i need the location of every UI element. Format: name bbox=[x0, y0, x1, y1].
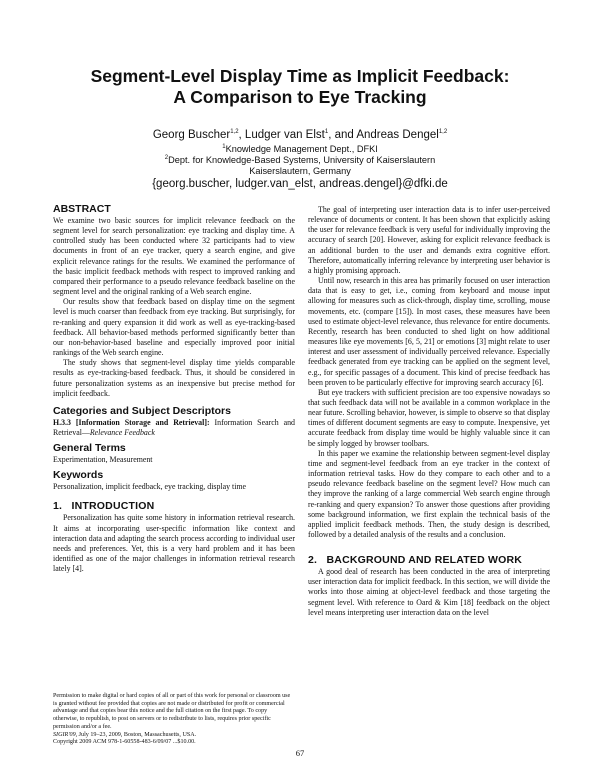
abstract-paragraph: We examine two basic sources for implicit relevance feedback on the segment level for search personalization: eye tracking and display time. A controlled study has been conducted where 32 participants had to view documents in front of an eye tracker, query a search engine, and give explicit relevance ratings for the results. We examined the performance of the basic implicit feedback methods with respect to improved ranking and compared their performance to a pseudo relevance feedback baseline on the segment level and the original ranking of a Web search engine. bbox=[53, 216, 295, 297]
body-paragraph: In this paper we examine the relationship between segment-level display time and segment-level feedback from an eye tracker in the context of information retrieval tasks. How do they compare to each other and to a pseudo relevance feedback baseline on the segment level? How much can they improve the ranking of a large commercial Web search engine through re-ranking and query expansion? To answer those questions after providing some background information, we first explain the technical basis of the applied implicit feedback methods. Then, the study design is described, followed by a detailed analysis of the results and a conclusion. bbox=[308, 448, 550, 539]
general-terms-text: Experimentation, Measurement bbox=[53, 455, 153, 465]
permission-block bbox=[53, 693, 293, 747]
author-emails: {georg.buscher, ludger.van_elst, andreas.dengel}@dfki.de bbox=[152, 178, 448, 190]
affil-marker: 2 bbox=[164, 154, 169, 161]
affil-text: Knowledge Management Dept., DFKI bbox=[225, 144, 378, 154]
copyright-line: Copyright 2009 ACM 978-1-60558-483-6/09/07 ...$10.00. bbox=[53, 739, 196, 746]
permission-text: Permission to make digital or hard copies of all or part of this work for personal or classroom use is granted without fee provided that copies are not made or distributed for profit or commercial advantage and that copies bear this notice and the full citation on the first page. To copy otherwise, to republish, to post on servers or to redistribute to lists, requires prior specific permission and/or a fee. bbox=[53, 693, 291, 730]
page-number: 67 bbox=[295, 748, 305, 758]
venue-rest: July 19–23, 2009, Boston, Massachusetts, USA. bbox=[77, 731, 197, 738]
paper-title bbox=[40, 66, 560, 108]
body-paragraph: A good deal of research has been conducted in the area of interpreting user interaction data for implicit feedback. In this section, we will divide the works into those aiming at object-level feedback and those targeting the segment level. With reference to Oard & Kim [18] feedback on the object level means interpreting user interaction data on the level bbox=[308, 567, 550, 617]
affil-text: Dept. for Knowledge-Based Systems, University of Kaiserslautern bbox=[168, 155, 436, 165]
abstract-heading: ABSTRACT bbox=[53, 203, 111, 215]
author-name: , and Andreas Dengel bbox=[328, 129, 439, 141]
affiliation-1 bbox=[40, 144, 560, 155]
categories-rest: Information Search and Retrieval— bbox=[53, 417, 295, 437]
title-line-2: A Comparison to Eye Tracking bbox=[173, 87, 427, 107]
intro-paragraph: Personalization has quite some history in information retrieval research. It aims at incorporating user-specific information like context and interaction data and adapting the search process according to individual user needs and preferences. Yet, this is a very hard problem and it has been identified as one of the major challenges in information retrieval research lately [4]. bbox=[53, 513, 295, 574]
categories-heading: Categories and Subject Descriptors bbox=[53, 404, 231, 417]
affil-marker: 1 bbox=[222, 143, 226, 150]
section-heading-background: 2. BACKGROUND AND RELATED WORK bbox=[308, 554, 523, 567]
author-name: Georg Buscher bbox=[152, 129, 231, 141]
general-terms-heading: General Terms bbox=[53, 442, 126, 455]
abstract-paragraph: Our results show that feedback based on display time on the segment level is much coarser than feedback from eye tracking. But surprisingly, for re-ranking and query expansion it did work as well as eye-tracking-based feedback. All behavior-based methods performed significantly better than our non-behavior-based baseline and especially improved poor initial rankings of the Web search engine. bbox=[53, 297, 295, 358]
categories-italic: Relevance Feedback bbox=[89, 427, 155, 437]
author-affil-marker: 1,2 bbox=[438, 129, 448, 136]
section-heading-introduction: 1. INTRODUCTION bbox=[53, 500, 155, 513]
author-affil-marker: 1,2 bbox=[230, 129, 239, 136]
right-column bbox=[308, 205, 550, 618]
affiliation-2-location: Kaiserslautern, Germany bbox=[249, 166, 351, 176]
author-name: , Ludger van Elst bbox=[238, 129, 325, 141]
body-paragraph: Until now, research in this area has primarily focused on user interaction data that is easy to get, i.e., coming from keyboard and mouse input allowing for measures such as click-through, display time, scrolling, mouse movements, etc. (compare [15]). In most cases, these measures have been used to estimate object-level relevance, thus relevance for entire documents. Recently, research has been conducted to shed light on how additional measures like eye movements [6, 5, 21] or emotions [3] might relate to user interest and user assessment of individually perceived relevance. Especially feedback generated from eye tracking can be applied on the segment level, e.g., for specific passages of a document. This kind of precise feedback has been proven to be particularly effective for improving search accuracy [6]. bbox=[308, 276, 550, 387]
author-affil-marker: 1 bbox=[324, 129, 329, 136]
abstract-paragraph: The study shows that segment-level display time yields comparable results as eye-tracking-based feedback. Thus, it should be considered in future personalization systems as an inexpensive but precise method for implicit feedback. bbox=[53, 358, 295, 398]
categories-code: H.3.3 [Information Storage and Retrieval]: bbox=[53, 417, 210, 427]
affiliation-2 bbox=[40, 155, 560, 166]
body-paragraph: But eye trackers with sufficient precision are too expensive nowadays so that such feedback data will not be available in a common workplace in the near future. Scrolling behavior, however, is simple to observe so that display times of different document segments are easy to compute. Inexpensive, yet accurate feedback from display time would be highly valuable since it can be simply logged by browser toolbars. bbox=[308, 387, 550, 448]
left-column bbox=[53, 203, 295, 574]
keywords-heading: Keywords bbox=[53, 469, 104, 482]
author-list bbox=[40, 128, 560, 142]
keywords-text: Personalization, implicit feedback, eye tracking, display time bbox=[53, 482, 247, 492]
title-line-1: Segment-Level Display Time as Implicit Feedback: bbox=[90, 66, 510, 86]
categories-text bbox=[53, 418, 295, 438]
venue-italic: SIGIR'09, bbox=[53, 731, 78, 738]
body-paragraph: The goal of interpreting user interaction data is to infer user-perceived relevance of documents or content. It has been shown that explicitly asking the user for relevance feedback is very useful for individually improving the accuracy of search [20]. However, asking for explicit relevance feedback is an additional burden to the user and demands extra cognitive effort. Therefore, automatically inferring relevance by interpreting user behavior is a highly promising approach. bbox=[308, 205, 550, 275]
